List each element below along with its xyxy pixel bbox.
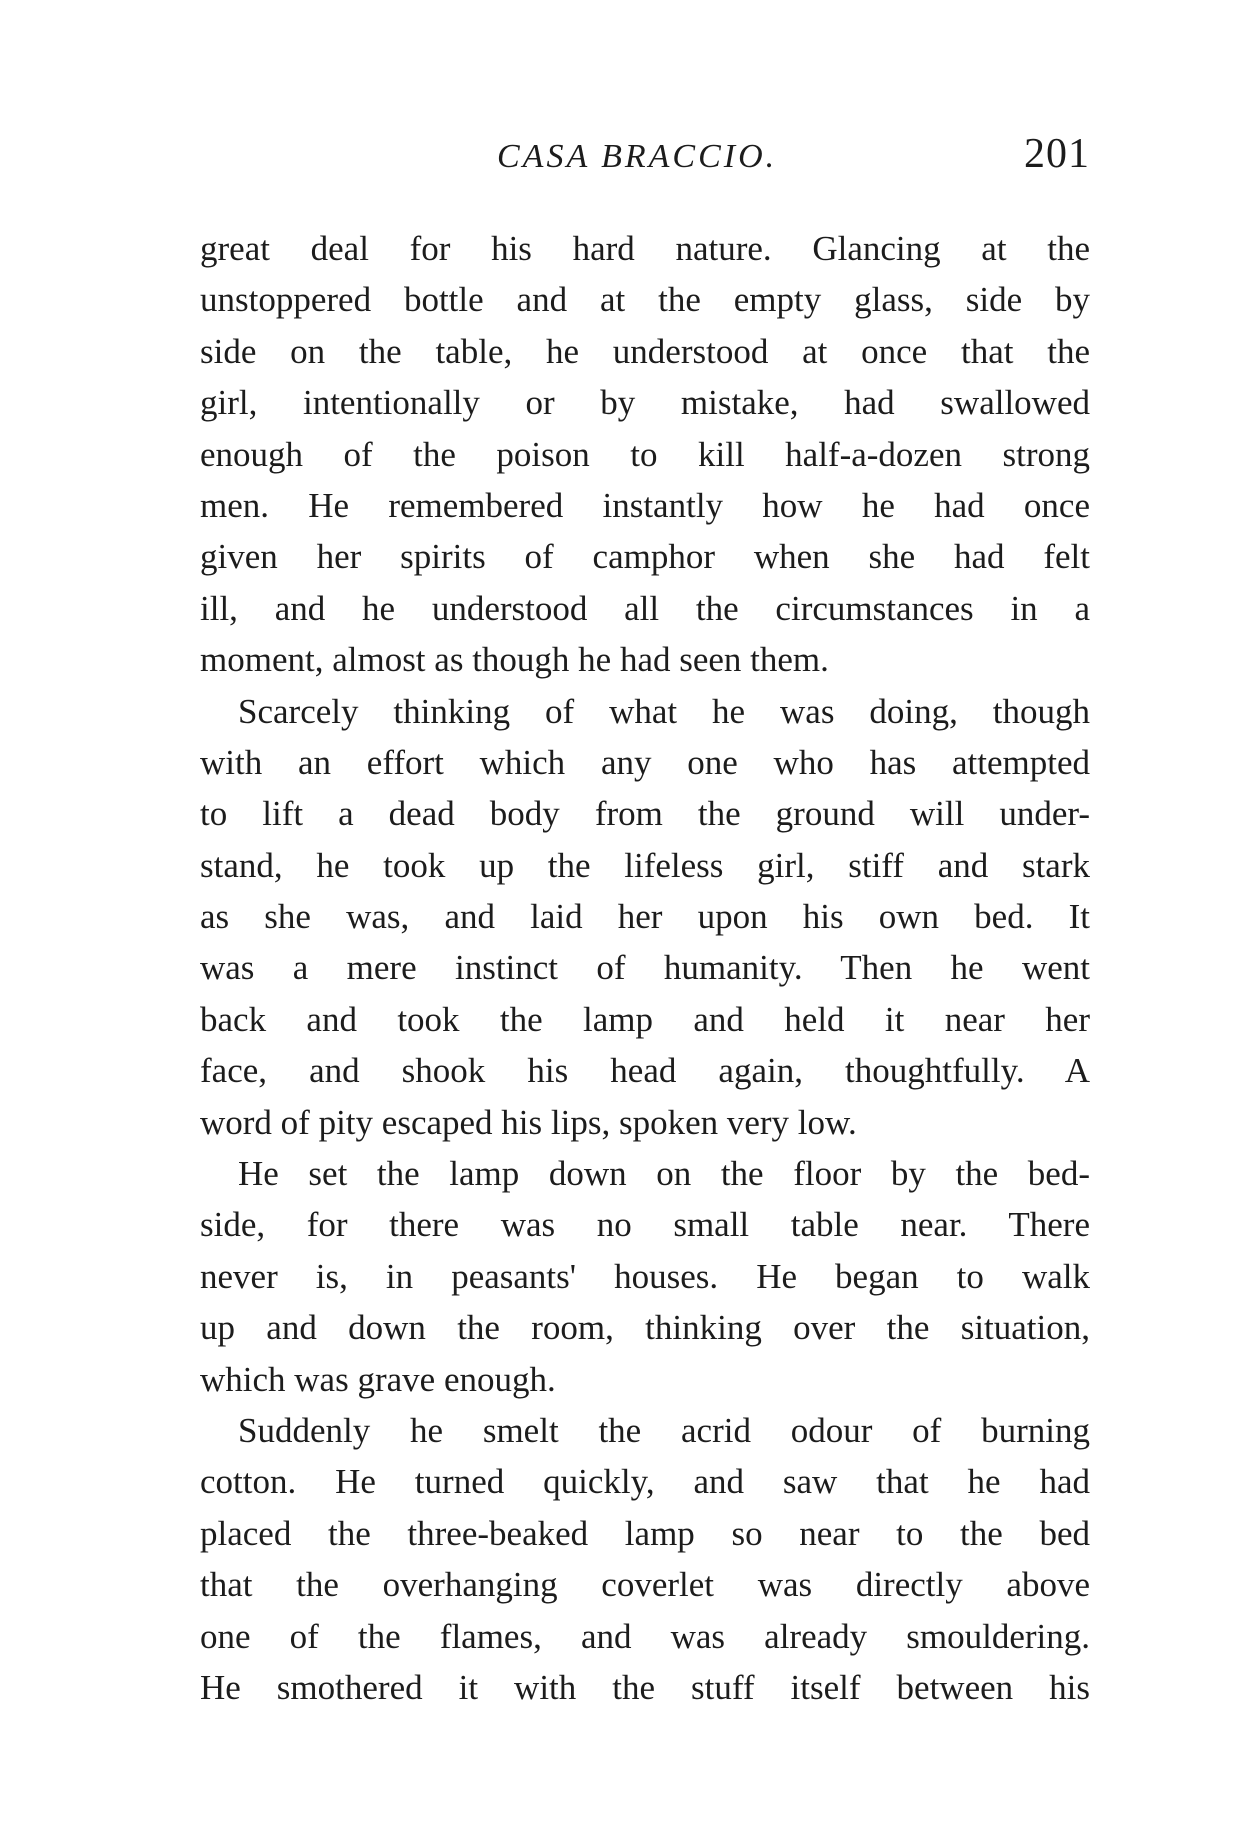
text-line: enough of the poison to kill half-a-dozen strong xyxy=(200,434,1090,474)
page-header xyxy=(200,130,1090,190)
text-line: men. He remembered instantly how he had once xyxy=(200,485,1090,525)
running-title: CASA BRACCIO. xyxy=(497,138,778,175)
body-text xyxy=(200,223,1090,1713)
text-line: given her spirits of camphor when she had felt xyxy=(200,537,1090,577)
text-line: back and took the lamp and held it near her xyxy=(200,999,1090,1039)
text-line: which was grave enough. xyxy=(200,1359,556,1399)
text-line: one of the flames, and was already smouldering. xyxy=(200,1616,1090,1656)
text-line: side, for there was no small table near. There xyxy=(200,1205,1090,1245)
page-number: 201 xyxy=(1024,131,1090,177)
text-line: He set the lamp down on the floor by the bed- xyxy=(238,1154,1090,1194)
text-line: word of pity escaped his lips, spoken very low. xyxy=(200,1102,857,1142)
text-line: was a mere instinct of humanity. Then he went xyxy=(200,948,1090,988)
text-line: as she was, and laid her upon his own bed. It xyxy=(200,897,1090,937)
text-line: girl, intentionally or by mistake, had swallowed xyxy=(200,383,1090,423)
text-line: great deal for his hard nature. Glancing at the xyxy=(200,229,1090,268)
text-line: with an effort which any one who has attempted xyxy=(200,742,1090,782)
text-line: Suddenly he smelt the acrid odour of burning xyxy=(238,1410,1090,1450)
text-line: placed the three-beaked lamp so near to the bed xyxy=(200,1513,1090,1553)
text-line: side on the table, he understood at once that the xyxy=(200,331,1090,371)
text-line: cotton. He turned quickly, and saw that he had xyxy=(200,1462,1090,1502)
text-line: Scarcely thinking of what he was doing, though xyxy=(238,691,1090,731)
text-line: that the overhanging coverlet was directly above xyxy=(200,1565,1090,1605)
text-line: unstoppered bottle and at the empty glass, side by xyxy=(200,280,1090,320)
text-line: never is, in peasants' houses. He began to walk xyxy=(200,1256,1090,1296)
text-line: moment, almost as though he had seen them. xyxy=(200,640,829,680)
text-line: up and down the room, thinking over the situation, xyxy=(200,1308,1090,1348)
text-line: face, and shook his head again, thoughtfully. A xyxy=(200,1051,1090,1091)
text-line: ill, and he understood all the circumstances in a xyxy=(200,588,1090,628)
text-line: to lift a dead body from the ground will under- xyxy=(200,794,1090,834)
text-line: stand, he took up the lifeless girl, stiff and stark xyxy=(200,845,1090,885)
text-line: He smothered it with the stuff itself between his xyxy=(200,1667,1090,1707)
